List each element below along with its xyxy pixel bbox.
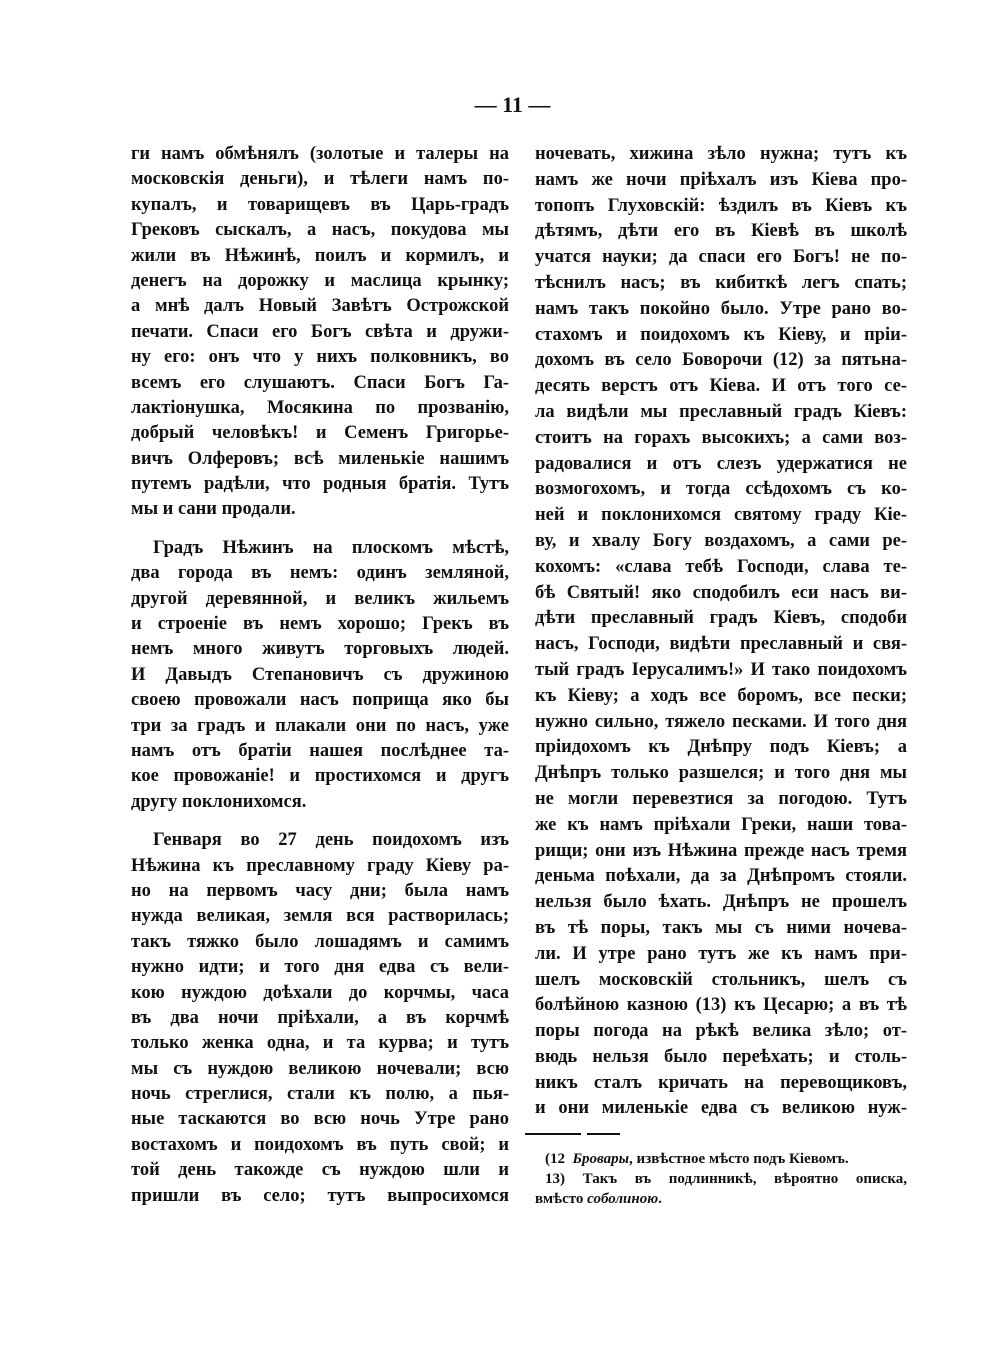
- text-line: кою нуждою доѣхали до корчмы, часа: [131, 982, 509, 1003]
- footnotes: [535, 1149, 907, 1209]
- footnote-number: (12: [545, 1151, 565, 1167]
- text-line: ла видѣли мы преславный градъ Кіевъ:: [535, 401, 907, 422]
- footnote-13: [535, 1169, 907, 1189]
- paragraph: [131, 142, 509, 523]
- text-line: болѣйною казною (13) къ Цесарю; а въ тѣ: [535, 995, 907, 1016]
- text-line: дохомъ въ село Боворочи (12) за пятьна-: [535, 350, 907, 371]
- text-line: стахомъ и поидохомъ къ Кіеву, и пріи-: [535, 324, 907, 345]
- text-line: Градъ Нѣжинъ на плоскомъ мѣстѣ,: [153, 537, 509, 558]
- text-line: купалъ, и товарищевъ въ Царь-градъ: [131, 194, 509, 215]
- text-line: тый градъ Іерусалимъ!» И тако поидохомъ: [535, 659, 907, 680]
- text-line: пріидохомъ къ Днѣпру подъ Кіевъ; а: [535, 737, 907, 758]
- footnote-12: [535, 1149, 907, 1169]
- text-line: той день такожде съ нуждою шли и: [131, 1160, 509, 1181]
- text-line: дѣтямъ, дѣти его въ Кіевѣ въ школѣ: [535, 221, 907, 242]
- text-line: учатся науки; да спаси его Богъ! не по-: [535, 247, 907, 268]
- text-line: намъ отъ братіи нашея послѣднее та-: [131, 740, 509, 761]
- text-line: въ два ночи пріѣхали, а въ корчмѣ: [131, 1007, 509, 1028]
- text-line: тѣснилъ насъ; въ кибиткѣ легъ спать;: [535, 272, 907, 293]
- page-number: — 11 —: [474, 92, 551, 117]
- text-line: ну его: онъ что у нихъ полковникъ, во: [131, 347, 509, 368]
- text-line: денегъ на дорожку и маслица крынку;: [131, 270, 509, 291]
- text-line: ные таскаются во всю ночь Утре рано: [131, 1109, 509, 1130]
- text-line: ночь стреглися, стали къ полю, а пья-: [131, 1084, 509, 1105]
- text-line: пришли въ село; тутъ выпросихомся: [131, 1185, 509, 1206]
- text-line: своею провожали насъ поприща яко бы: [131, 690, 509, 711]
- text-line: ги намъ обмѣнялъ (золотые и талеры на: [131, 144, 509, 164]
- text-line: насъ, Господи, видѣти преславный и свя-: [535, 634, 907, 655]
- text-line: стоитъ на горахъ высокихъ; а сами воз-: [535, 427, 907, 448]
- text-line: въ тѣ поры, такъ мы съ ними ночева-: [535, 917, 907, 938]
- paragraph: [131, 828, 509, 1209]
- text-line: три за градъ и плакали они по насъ, уже: [131, 715, 509, 736]
- footnote-text: .: [658, 1191, 662, 1207]
- text-line: только женка одна, и та курва; и тутъ: [131, 1033, 509, 1054]
- text-line: же къ намъ пріѣхали Греки, наши това-: [535, 814, 907, 835]
- text-line: топопъ Глуховскій: ѣздилъ въ Кіевъ къ: [535, 195, 907, 216]
- text-line: всемъ его слушаютъ. Спаси Богъ Га-: [131, 372, 509, 393]
- text-line: возмогохомъ, и тогда ссѣдохомъ съ ко-: [535, 479, 907, 500]
- text-line: ву, и хвалу Богу воздахомъ, а сами ре-: [535, 530, 907, 551]
- footnote-13-continued: [535, 1189, 907, 1209]
- text-line: бѣ Святый! яко сподобилъ еси насъ ви-: [535, 582, 907, 603]
- text-line: шелъ московскій стольникъ, шелъ съ: [535, 969, 907, 990]
- text-line: жили въ Нѣжинѣ, поилъ и кормилъ, и: [131, 245, 509, 266]
- text-line: и они миленькіе едва съ великою нуж-: [535, 1098, 907, 1119]
- footnote-text: вмѣсто: [535, 1191, 584, 1207]
- text-line: востахомъ и поидохомъ въ путь свой; и: [131, 1134, 509, 1155]
- paragraph: [131, 536, 509, 815]
- text-line: никъ сталъ кричать на перевощиковъ,: [535, 1072, 907, 1093]
- text-line: но на первомъ часу дни; была намъ: [131, 880, 509, 901]
- text-line: вюдь нельзя было переѣхать; и столь-: [535, 1046, 907, 1067]
- text-line: дѣти преславный градъ Кіевъ, сподоби: [535, 608, 907, 629]
- footnote-text: , извѣстное мѣсто подъ Кіевомъ.: [629, 1151, 849, 1167]
- text-line: Грековъ сыскалъ, а насъ, покудова мы: [131, 220, 509, 241]
- text-line: нужно сильно, тяжело песками. И того дня: [535, 711, 907, 732]
- text-line: путемъ радѣли, что родныя братія. Тутъ: [131, 474, 509, 495]
- text-line: лактіонушка, Мосякина по прозванію,: [131, 397, 509, 418]
- text-line: десять верстъ отъ Кіева. И отъ того се-: [535, 376, 907, 397]
- text-line: нельзя было ѣхать. Днѣпръ не прошелъ: [535, 892, 907, 913]
- text-line: ночевать, хижина зѣло нужна; тутъ къ: [535, 144, 907, 164]
- text-line: ли. И утре рано тутъ же къ намъ при-: [535, 943, 907, 964]
- text-line: и строеніе въ немъ хорошо; Грекъ въ: [131, 614, 509, 635]
- footnote-separator-rule: [587, 1133, 620, 1135]
- text-line: ней и поклонихомся святому граду Кіе-: [535, 505, 907, 526]
- text-line: поры погода на рѣкѣ велика зѣло; от-: [535, 1021, 907, 1042]
- footnote-separator-rule: [525, 1133, 581, 1135]
- footnote-italic: соболиною: [587, 1191, 659, 1207]
- text-line: печати. Спаси его Богъ свѣта и дружи-: [131, 321, 509, 342]
- text-line: два города въ немъ: одинъ земляной,: [131, 563, 509, 584]
- paragraph: [535, 142, 907, 1122]
- text-line: нужда великая, земля вся растворилась;: [131, 906, 509, 927]
- text-line: не могли перевезтися за погодою. Тутъ: [535, 788, 907, 809]
- text-line: а мнѣ далъ Новый Завѣтъ Острожской: [131, 296, 509, 317]
- text-line: Нѣжина къ преславному граду Кіеву ра-: [131, 855, 509, 876]
- text-line: кое провожаніе! и простихомся и другъ: [131, 766, 509, 787]
- text-line: И Давыдъ Степановичъ съ дружиною: [131, 664, 509, 685]
- text-line: мы и сани продали.: [131, 499, 296, 520]
- footnote-number: 13): [545, 1171, 565, 1187]
- text-line: такъ тяжко было лошадямъ и самимъ: [131, 931, 509, 952]
- text-line: къ Кіеву; а ходъ все боромъ, все пески;: [535, 685, 907, 706]
- right-column: [535, 142, 907, 1122]
- text-line: другу поклонихомся.: [131, 791, 307, 812]
- text-line: вичъ Олферовъ; всѣ миленькіе нашимъ: [131, 448, 509, 469]
- text-line: кохомъ: «слава тебѣ Господи, слава те-: [535, 556, 907, 577]
- text-line: другой деревянной, и великъ жильемъ: [131, 588, 509, 609]
- left-column: [131, 142, 509, 1209]
- text-line: московскія деньги), и тѣлеги намъ по-: [131, 169, 509, 190]
- text-line: Генваря во 27 день поидохомъ изъ: [153, 830, 509, 851]
- text-line: намъ такъ покойно было. Утре рано во-: [535, 298, 907, 319]
- text-line: намъ же ночи пріѣхалъ изъ Кіева про-: [535, 169, 907, 190]
- text-line: мы съ нуждою великою ночевали; всю: [131, 1058, 509, 1079]
- text-line: немъ много живутъ торговыхъ людей.: [131, 639, 509, 660]
- footnote-text: Такъ въ подлинникѣ, вѣроятно описка,: [582, 1171, 908, 1187]
- footnote-italic: Бровары: [572, 1151, 630, 1167]
- text-line: рищи; они изъ Нѣжина прежде насъ тремя: [535, 840, 907, 861]
- text-line: нужно идти; и того дня едва съ вели-: [131, 957, 509, 978]
- text-line: Днѣпръ только разшелся; и того дня мы: [535, 763, 907, 784]
- text-line: деньма поѣхали, да за Днѣпромъ стояли.: [535, 866, 907, 887]
- text-line: добрый человѣкъ! и Семенъ Григорье-: [131, 423, 509, 444]
- text-line: радовалися и отъ слезъ удержатися не: [535, 453, 907, 474]
